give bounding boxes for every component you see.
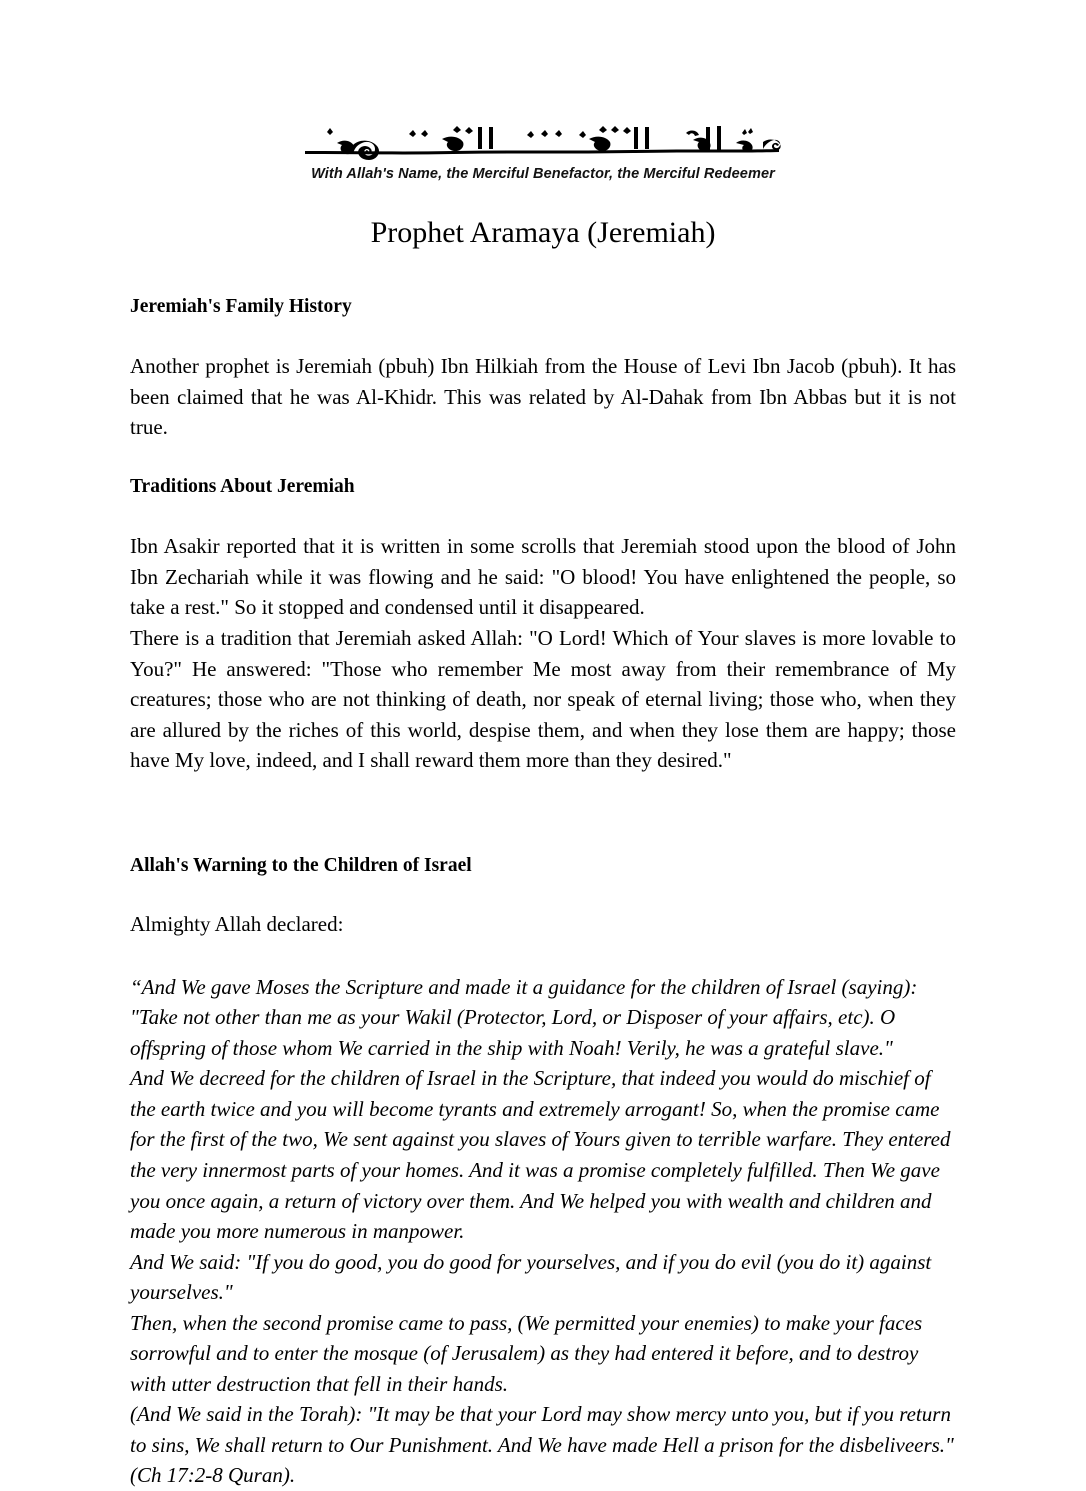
quran-quote-line: And We said: "If you do good, you do good for yourselves, and if you do evil (you do it) against yourselves."	[130, 1249, 932, 1305]
quran-quote-block	[130, 972, 956, 1491]
section-heading-allahs-warning: Allah's Warning to the Children of Israel	[130, 854, 472, 876]
section-paragraph-traditions-2: There is a tradition that Jeremiah asked Allah: "O Lord! Which of Your slaves is more lovable to You?" He answered: "Those who remember Me most away from their remembrance of My creatures; those who are not thinking of death, nor speak of eternal living; those who, when they are allured by the riches of this world, despise them, and when they lose them are happy; those have My love, indeed, and I shall reward them more than they desired."	[130, 626, 956, 773]
section-paragraph-allahs-warning: Almighty Allah declared:	[130, 912, 344, 937]
section-heading-family-history: Jeremiah's Family History	[130, 296, 352, 317]
spacer	[130, 878, 956, 909]
quran-quote-line: “And We gave Moses the Scripture and made it a guidance for the children of Israel (saying): "Take not other than me as your Wakil (Protector, Lord, or Disposer of your affairs, etc). O offspring of those whom We carried in the ship with Noah! Verily, he was a grateful slave."	[130, 974, 918, 1060]
spacer	[130, 319, 956, 351]
document-body	[130, 249, 956, 1491]
page-title: Prophet Aramaya (Jeremiah)	[370, 216, 716, 249]
basmala-transliteration: With Allah's Name, the Merciful Benefactor, the Merciful Redeemer	[311, 166, 775, 182]
spacer	[130, 776, 956, 854]
section-paragraph-traditions-1: Ibn Asakir reported that it is written in some scrolls that Jeremiah stood upon the blood of John Ibn Zechariah while it was flowing and he said: "O blood! You have enlightened the people, so take a rest." So it stopped and condensed until it disappeared.	[130, 534, 956, 620]
quran-quote-line: Then, when the second promise came to pass, (We permitted your enemies) to make your faces sorrowful and to enter the mosque (of Jerusalem) as they had entered it before, and to destroy with utter destruction that fell in their hands.	[130, 1310, 923, 1396]
spacer	[130, 940, 956, 972]
bismillah-calligraphy-icon	[293, 118, 793, 164]
basmala-header	[0, 0, 1086, 182]
section-paragraph-family-history: Another prophet is Jeremiah (pbuh) Ibn Hilkiah from the House of Levi Ibn Jacob (pbuh). It has been claimed that he was Al-Khidr. This was related by Al-Dahak from Ibn Abbas but it is not true.	[130, 354, 956, 440]
spacer	[130, 443, 956, 475]
quran-quote-line: And We decreed for the children of Israel in the Scripture, that indeed you would do mischief of the earth twice and you will become tyrants and extremely arrogant! So, when the promise came for the first of the two, We sent against you slaves of Yours given to terrible warfare. They entered the very innermost parts of your homes. And it was a promise completely fulfilled. Then We gave you once again, a return of victory over them. And We helped you with wealth and children and made you more numerous in manpower.	[130, 1066, 951, 1244]
spacer	[130, 499, 956, 531]
section-heading-traditions: Traditions About Jeremiah	[130, 476, 355, 498]
quran-quote-line: (And We said in the Torah): "It may be that your Lord may show mercy unto you, but if you return to sins, We shall return to Our Punishment. And We have made Hell a prison for the disbeliveers." (Ch 17:2-8 Quran).	[130, 1402, 954, 1488]
